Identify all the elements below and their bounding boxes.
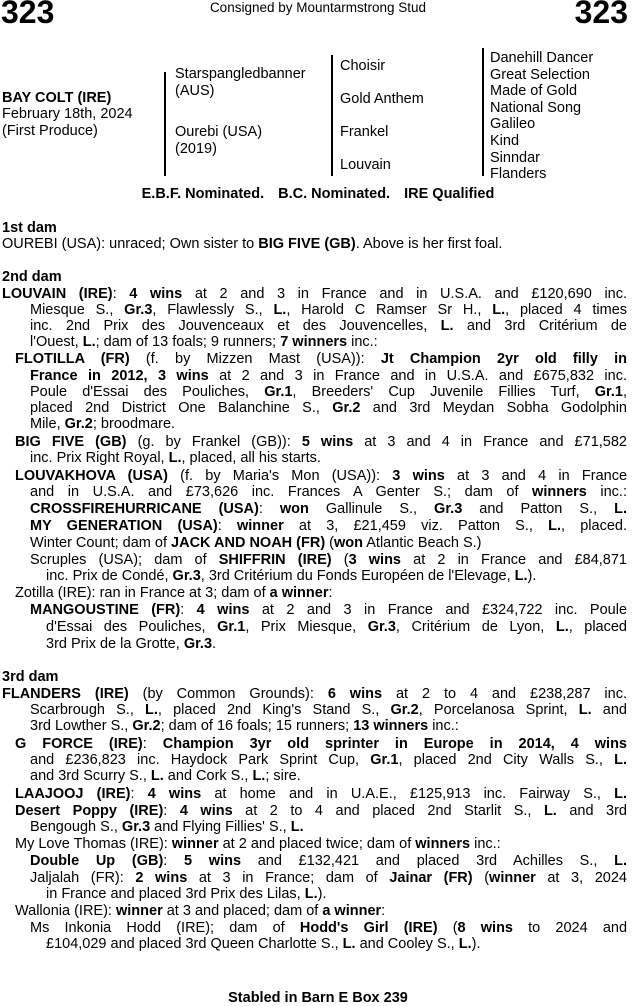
- horse-info: [2, 90, 133, 139]
- dam-dam: Louvain: [340, 157, 391, 173]
- pedigree-text-line: 3rd Lowther S., Gr.2; dam of 16 foals; 15 runners; 13 winners inc.:: [30, 718, 459, 734]
- dam: Ourebi (USA) (2019): [175, 124, 263, 157]
- pedigree-text-line: l'Ouest, L.; dam of 13 foals; 9 runners; 7 winners inc.:: [30, 334, 378, 350]
- pedigree-text-line: Mile, Gr.2; broodmare.: [30, 416, 176, 432]
- pedigree-text-line: Ms Inkonia Hodd (IRE); dam of Hodd's Girl (IRE) (8 wins to 2024 and: [30, 920, 628, 936]
- pedigree-text-line: inc. Prix de Condé, Gr.3, 3rd Critérium du Fonds Européen de l'Elevage, L.).: [46, 568, 537, 584]
- sire-sire: Choisir: [340, 58, 386, 74]
- pedigree-text-line: and in U.S.A. and £73,626 inc. Frances A Genter S.; dam of winners inc.:: [30, 484, 627, 500]
- pedigree-text-line: and 3rd Scurry S., L. and Cork S., L.; sire.: [30, 768, 301, 784]
- pedigree-text-line: inc. 2nd Prix des Jouvenceaux et des Jouvencelles, L. and 3rd Critérium de: [30, 318, 627, 334]
- pedigree-text-line: FLOTILLA (FR) (f. by Mizzen Mast (USA)): Jt Champion 2yr old filly in: [15, 351, 627, 367]
- consignor: Consigned by Mountarmstrong Stud: [209, 0, 427, 15]
- pedigree-text-line: LOUVAIN (IRE): 4 wins at 2 and 3 in France and in U.S.A. and £120,690 inc.: [2, 286, 628, 302]
- horse-name: BAY COLT (IRE): [2, 90, 112, 106]
- foaling-date: February 18th, 2024: [2, 106, 133, 123]
- pedigree-text-line: CROSSFIREHURRICANE (USA): won Gallinule S., Gr.3 and Patton S., L.: [30, 501, 627, 517]
- pedigree-text-line: Jaljalah (FR): 2 wins at 3 in France; dam of Jainar (FR) (winner at 3, 2024: [30, 870, 627, 886]
- first-dam-text: OUREBI (USA): unraced; Own sister to BIG FIVE (GB). Above is her first foal.: [2, 236, 503, 252]
- lot-number-left: 323: [1, 0, 55, 30]
- first-dam-heading: 1st dam: [2, 220, 57, 236]
- pedigree-text-line: Scruples (USA); dam of SHIFFRIN (IRE) (3 wins at 2 in France and £84,871: [30, 552, 627, 568]
- pedigree-text-line: Zotilla (IRE): ran in France at 3; dam of a winner:: [15, 585, 333, 601]
- pedigree-text-line: MY GENERATION (USA): winner at 3, £21,459 viz. Patton S., L., placed.: [30, 518, 627, 534]
- pedigree-text-line: Desert Poppy (IRE): 4 wins at 2 to 4 and placed 2nd Starlit S., L. and 3rd: [15, 803, 627, 819]
- pedigree-line-3: [482, 48, 484, 176]
- pedigree-text-line: FLANDERS (IRE) (by Common Grounds): 6 wins at 2 to 4 and £238,287 inc.: [2, 686, 627, 702]
- pedigree-text-line: d'Essai des Pouliches, Gr.1, Prix Miesque, Gr.3, Critérium de Lyon, L., placed: [46, 619, 627, 635]
- fourth-generation: Danehill Dancer Great Selection Made of Gold National Song Galileo Kind Sinndar Flanders: [490, 50, 594, 183]
- stabled-location: Stabled in Barn E Box 239: [228, 990, 408, 1006]
- pedigree-text-line: Wallonia (IRE): winner at 3 and placed; dam of a winner:: [15, 903, 386, 919]
- pedigree-text-line: MANGOUSTINE (FR): 4 wins at 2 and 3 in France and £324,722 inc. Poule: [30, 602, 628, 618]
- dam-sire: Frankel: [340, 124, 389, 140]
- pedigree-text-line: Poule d'Essai des Pouliches, Gr.1, Breeders' Cup Juvenile Fillies Turf, Gr.1,: [30, 384, 627, 400]
- pedigree-text-line: Bengough S., Gr.3 and Flying Fillies' S., L.: [30, 819, 304, 835]
- pedigree-text-line: My Love Thomas (IRE): winner at 2 and placed twice; dam of winners inc.:: [15, 836, 501, 852]
- pedigree-text-line: LAAJOOJ (IRE): 4 wins at home and in U.A.E., £125,913 inc. Fairway S., L.: [15, 786, 628, 802]
- third-dam-heading: 3rd dam: [2, 669, 59, 685]
- pedigree-text-line: and £236,823 inc. Haydock Park Sprint Cup, Gr.1, placed 2nd City Walls S., L.: [30, 752, 628, 768]
- pedigree-text-line: inc. Prix Right Royal, L., placed, all his starts.: [30, 450, 321, 466]
- pedigree-text-line: BIG FIVE (GB) (g. by Frankel (GB)): 5 wins at 3 and 4 in France and £71,582: [15, 434, 627, 450]
- second-dam-heading: 2nd dam: [2, 269, 62, 285]
- pedigree-line-1: [164, 72, 166, 176]
- pedigree-text-line: LOUVAKHOVA (USA) (f. by Maria's Mon (USA)): 3 wins at 3 and 4 in France: [15, 468, 628, 484]
- pedigree-text-line: £104,029 and placed 3rd Queen Charlotte S., L. and Cooley S., L.).: [46, 936, 481, 952]
- produce-note: (First Produce): [2, 122, 98, 139]
- pedigree-text-line: Winter Count; dam of JACK AND NOAH (FR) (won Atlantic Beach S.): [30, 535, 482, 551]
- pedigree-text-line: Scarbrough S., L., placed 2nd King's Stand S., Gr.2, Porcelanosa Sprint, L. and: [30, 702, 627, 718]
- pedigree-text-line: France in 2012, 3 wins at 2 and 3 in France and in U.S.A. and £675,832 inc.: [30, 368, 627, 384]
- pedigree-text-line: 3rd Prix de la Grotte, Gr.3.: [46, 636, 217, 652]
- pedigree-text-line: Double Up (GB): 5 wins and £132,421 and placed 3rd Achilles S., L.: [30, 853, 627, 869]
- pedigree-text-line: Miesque S., Gr.3, Flawlessly S., L., Harold C Ramser Sr H., L., placed 4 times: [30, 302, 628, 318]
- sire-dam: Gold Anthem: [340, 91, 424, 107]
- pedigree-text-line: placed 2nd District One Balanchine S., Gr.2 and 3rd Meydan Sobha Godolphin: [30, 400, 627, 416]
- pedigree-text-line: in France and placed 3rd Prix des Lilas, L.).: [46, 886, 327, 902]
- pedigree-line-2: [331, 55, 333, 176]
- sire: Starspangledbanner (AUS): [175, 66, 306, 99]
- lot-number-right: 323: [574, 0, 628, 30]
- nominations: E.B.F. Nominated. B.C. Nominated. IRE Qualified: [141, 186, 495, 202]
- pedigree-text-line: G FORCE (IRE): Champion 3yr old sprinter in Europe in 2014, 4 wins: [15, 736, 627, 752]
